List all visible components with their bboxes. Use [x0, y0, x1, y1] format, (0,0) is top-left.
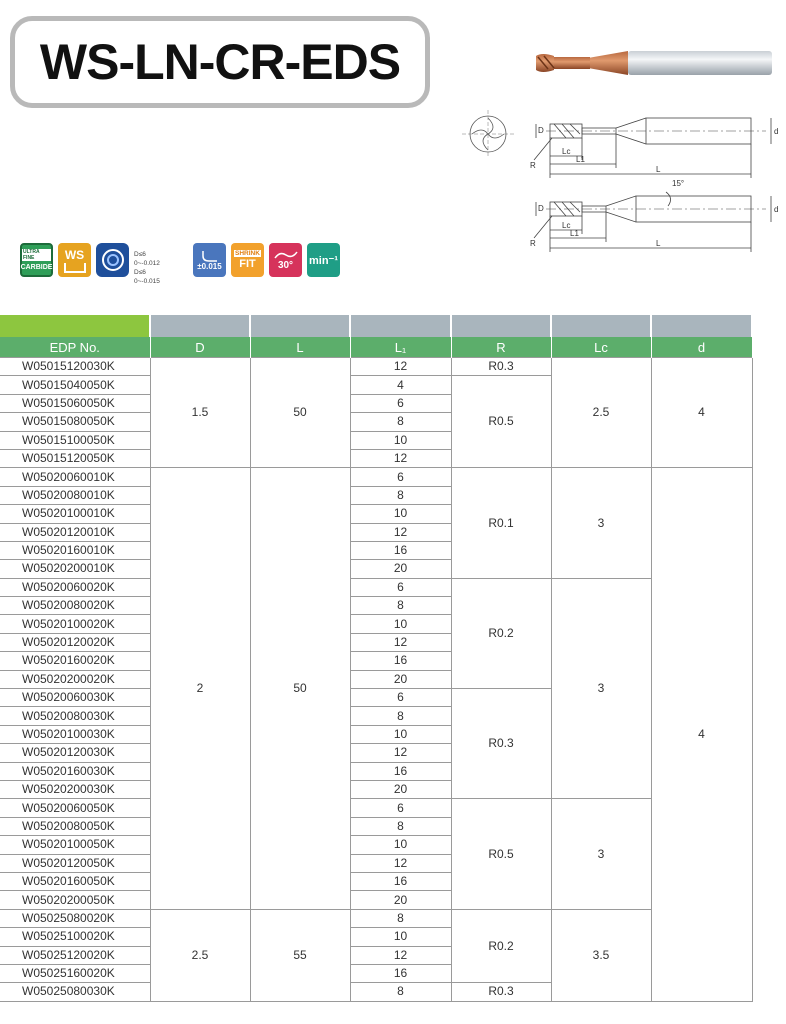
side-view-diagram — [526, 108, 786, 184]
cell-L1: 8 — [350, 597, 451, 615]
cell-edp: W05020120050K — [0, 854, 150, 872]
cell-L: 55 — [250, 909, 350, 1001]
table-row — [0, 468, 752, 486]
cell-edp: W05020200010K — [0, 560, 150, 578]
cell-edp: W05020100010K — [0, 505, 150, 523]
cell-edp: W05020160030K — [0, 762, 150, 780]
cell-D: 2.5 — [150, 909, 250, 1001]
cell-edp: W05015040050K — [0, 376, 150, 394]
table-row — [0, 799, 752, 817]
table-row — [0, 909, 752, 927]
cell-R: R0.2 — [451, 578, 551, 688]
cell-edp: W05020100030K — [0, 725, 150, 743]
cell-edp: W05020120030K — [0, 744, 150, 762]
tolerance-icon — [96, 243, 129, 277]
cell-L1: 8 — [350, 983, 451, 1001]
cell-L1: 10 — [350, 615, 451, 633]
cell-edp: W05025100020K — [0, 928, 150, 946]
cell-D: 2 — [150, 468, 250, 909]
cell-edp: W05015060050K — [0, 394, 150, 412]
cell-edp: W05020100020K — [0, 615, 150, 633]
cell-L1: 6 — [350, 799, 451, 817]
cell-R: R0.3 — [451, 983, 551, 1001]
cell-Lc: 2.5 — [551, 358, 651, 468]
header-L1: L₁ — [350, 337, 451, 358]
cell-L1: 10 — [350, 431, 451, 449]
cell-L1: 10 — [350, 725, 451, 743]
cell-edp: W05020060030K — [0, 689, 150, 707]
cell-Lc: 3 — [551, 578, 651, 799]
dim-d-label-2: d — [774, 205, 779, 214]
cell-edp: W05020160010K — [0, 541, 150, 559]
cell-edp: W05015120030K — [0, 358, 150, 376]
dim-R-label: R — [530, 161, 536, 170]
ultra-fine-carbide-badge: ULTRA FINE CARBIDE — [20, 243, 53, 277]
cell-L1: 12 — [350, 946, 451, 964]
cell-d: 4 — [651, 468, 752, 1001]
dim-Lc-label-2: Lc — [562, 221, 571, 230]
cell-L1: 6 — [350, 394, 451, 412]
cell-edp: W05020060050K — [0, 799, 150, 817]
cell-R: R0.3 — [451, 689, 551, 799]
table-header-row — [0, 337, 752, 358]
corner-radius-badge: ±0.015 — [193, 243, 226, 277]
cell-edp: W05020060020K — [0, 578, 150, 596]
header-D: D — [150, 337, 250, 358]
cell-L1: 8 — [350, 909, 451, 927]
helix-angle-badge: 30° — [269, 243, 302, 277]
ws-coating-badge: WS — [58, 243, 91, 277]
angle-label: 15° — [672, 179, 685, 188]
cell-L1: 16 — [350, 541, 451, 559]
cell-d: 4 — [651, 358, 752, 468]
cell-edp: W05020200030K — [0, 780, 150, 798]
cell-edp: W05025080030K — [0, 983, 150, 1001]
table-row — [0, 358, 752, 376]
cell-edp: W05025160020K — [0, 964, 150, 982]
cell-L: 50 — [250, 358, 350, 468]
cell-R: R0.5 — [451, 376, 551, 468]
dim-L-label: L — [656, 165, 661, 174]
cell-edp: W05020200050K — [0, 891, 150, 909]
cell-L1: 12 — [350, 358, 451, 376]
header-R: R — [451, 337, 551, 358]
dim-L-label-2: L — [656, 239, 661, 248]
header-edp: EDP No. — [0, 337, 150, 358]
cell-L1: 12 — [350, 449, 451, 467]
cell-D: 1.5 — [150, 358, 250, 468]
cell-edp: W05025080020K — [0, 909, 150, 927]
cell-L1: 10 — [350, 928, 451, 946]
title-frame — [10, 16, 430, 108]
cell-L1: 12 — [350, 744, 451, 762]
cell-L1: 8 — [350, 413, 451, 431]
cell-edp: W05020200020K — [0, 670, 150, 688]
cell-Lc: 3 — [551, 799, 651, 909]
shrink-fit-badge: SHRINK FIT — [231, 243, 264, 277]
cell-R: R0.1 — [451, 468, 551, 578]
cell-edp: W05020080050K — [0, 817, 150, 835]
cell-L1: 20 — [350, 891, 451, 909]
page-title: WS-LN-CR-EDS — [39, 34, 401, 90]
cell-R: R0.2 — [451, 909, 551, 983]
cell-edp: W05020160020K — [0, 652, 150, 670]
cell-edp: W05015120050K — [0, 449, 150, 467]
cell-L1: 4 — [350, 376, 451, 394]
dim-R-label-2: R — [530, 239, 536, 248]
cell-L1: 8 — [350, 486, 451, 504]
rpm-badge: min⁻¹ — [307, 243, 340, 277]
cell-L1: 6 — [350, 689, 451, 707]
dim-L1-label-2: L1 — [570, 229, 579, 238]
cell-edp: W05020080030K — [0, 707, 150, 725]
cell-L1: 10 — [350, 836, 451, 854]
side-view-taper-diagram — [526, 176, 786, 256]
cell-L1: 16 — [350, 964, 451, 982]
tolerance-text: D≤6 0~-0.012 D≤6 0~-0.015 — [134, 251, 160, 285]
cell-R: R0.3 — [451, 358, 551, 376]
cell-L1: 8 — [350, 707, 451, 725]
cell-L1: 16 — [350, 762, 451, 780]
cell-edp: W05020120010K — [0, 523, 150, 541]
cell-L1: 12 — [350, 854, 451, 872]
cell-edp: W05015100050K — [0, 431, 150, 449]
table-band-row — [0, 315, 752, 337]
cell-L1: 6 — [350, 578, 451, 596]
table-row — [0, 578, 752, 596]
cell-L1: 8 — [350, 817, 451, 835]
cell-L1: 12 — [350, 633, 451, 651]
cell-edp: W05015080050K — [0, 413, 150, 431]
dim-d-label: d — [774, 127, 779, 136]
cell-edp: W05020060010K — [0, 468, 150, 486]
dim-Lc-label: Lc — [562, 147, 571, 156]
cell-edp: W05020120020K — [0, 633, 150, 651]
cell-edp: W05025120020K — [0, 946, 150, 964]
dim-L1-label: L1 — [576, 155, 585, 164]
cell-Lc: 3 — [551, 468, 651, 578]
header-d: d — [651, 337, 752, 358]
cell-L1: 10 — [350, 505, 451, 523]
cell-Lc: 3.5 — [551, 909, 651, 1001]
cell-L1: 6 — [350, 468, 451, 486]
cell-R: R0.5 — [451, 799, 551, 909]
spec-table — [0, 315, 753, 1002]
dim-D-label: D — [538, 126, 544, 135]
cell-edp: W05020080010K — [0, 486, 150, 504]
dim-D-label-2: D — [538, 204, 544, 213]
end-mill-photo — [528, 46, 776, 82]
cell-edp: W05020100050K — [0, 836, 150, 854]
cell-L1: 16 — [350, 652, 451, 670]
cell-L1: 20 — [350, 560, 451, 578]
cell-L1: 12 — [350, 523, 451, 541]
cell-edp: W05020160050K — [0, 872, 150, 890]
header-Lc: Lc — [551, 337, 651, 358]
cell-L: 50 — [250, 468, 350, 909]
cell-L1: 16 — [350, 872, 451, 890]
header-L: L — [250, 337, 350, 358]
cell-L1: 20 — [350, 780, 451, 798]
cell-L1: 20 — [350, 670, 451, 688]
cell-edp: W05020080020K — [0, 597, 150, 615]
front-view-diagram — [458, 108, 518, 160]
